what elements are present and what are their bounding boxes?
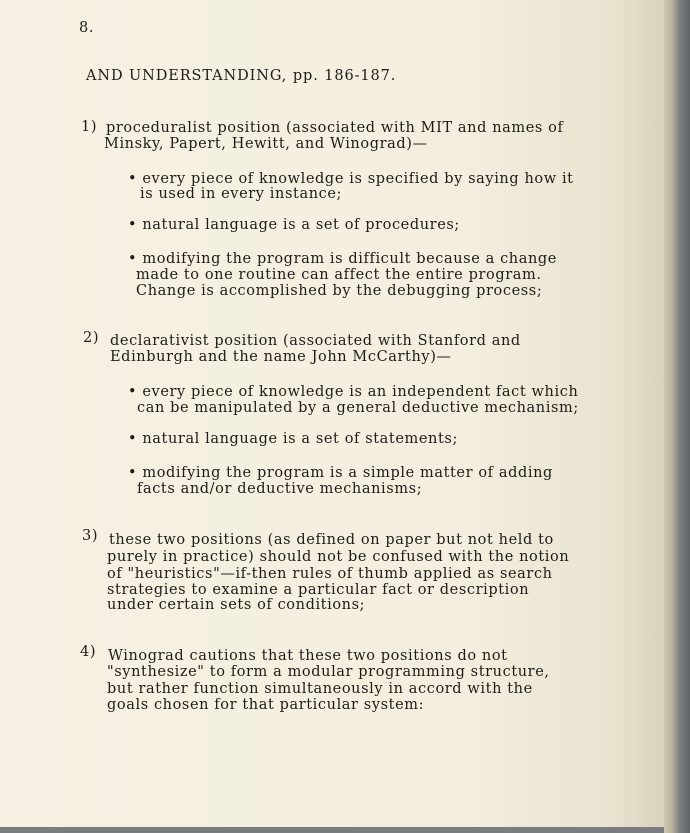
page-edge-shadow xyxy=(664,0,690,833)
item-line: Winograd cautions that these two positions do not xyxy=(108,648,508,664)
item-number: 3) xyxy=(82,528,99,544)
item-number: 2) xyxy=(83,330,100,346)
item-line: Minsky, Papert, Hewitt, and Winograd)— xyxy=(104,136,428,152)
item-line: of "heuristics"—if-then rules of thumb applied as search xyxy=(107,566,553,582)
item-line: but rather function simultaneously in accord with the xyxy=(107,681,533,697)
bullet-line: is used in every instance; xyxy=(140,186,343,202)
item-line: strategies to examine a particular fact or description xyxy=(107,582,530,598)
bullet-line: Change is accomplished by the debugging process; xyxy=(136,283,543,299)
item-line: declarativist position (associated with Stanford and xyxy=(110,333,521,349)
section-heading: AND UNDERSTANDING, pp. 186-187. xyxy=(86,68,397,84)
item-line: proceduralist position (associated with MIT and names of xyxy=(106,120,564,136)
item-number: 4) xyxy=(80,644,97,660)
item-line: under certain sets of conditions; xyxy=(107,597,366,613)
bullet-line: • every piece of knowledge is specified by saying how it xyxy=(128,171,574,187)
page-number: 8. xyxy=(79,20,95,36)
item-line: Edinburgh and the name John McCarthy)— xyxy=(110,349,452,365)
bullet-line: • every piece of knowledge is an independent fact which xyxy=(128,384,579,400)
item-line: these two positions (as defined on paper but not held to xyxy=(109,532,554,548)
bullet-line: made to one routine can affect the entire program. xyxy=(136,267,542,283)
bullet-line: facts and/or deductive mechanisms; xyxy=(137,481,423,497)
bullet-line: • modifying the program is a simple matter of adding xyxy=(128,465,553,481)
item-line: purely in practice) should not be confused with the notion xyxy=(107,549,570,565)
bullet-line: • natural language is a set of statements; xyxy=(128,431,458,447)
item-number: 1) xyxy=(81,119,98,135)
item-line: goals chosen for that particular system: xyxy=(107,697,425,713)
bullet-line: can be manipulated by a general deductive mechanism; xyxy=(137,400,579,416)
bullet-line: • modifying the program is difficult because a change xyxy=(128,251,557,267)
page-bottom-edge xyxy=(0,827,664,833)
bullet-line: • natural language is a set of procedures; xyxy=(128,217,460,233)
item-line: "synthesize" to form a modular programming structure, xyxy=(107,664,550,680)
